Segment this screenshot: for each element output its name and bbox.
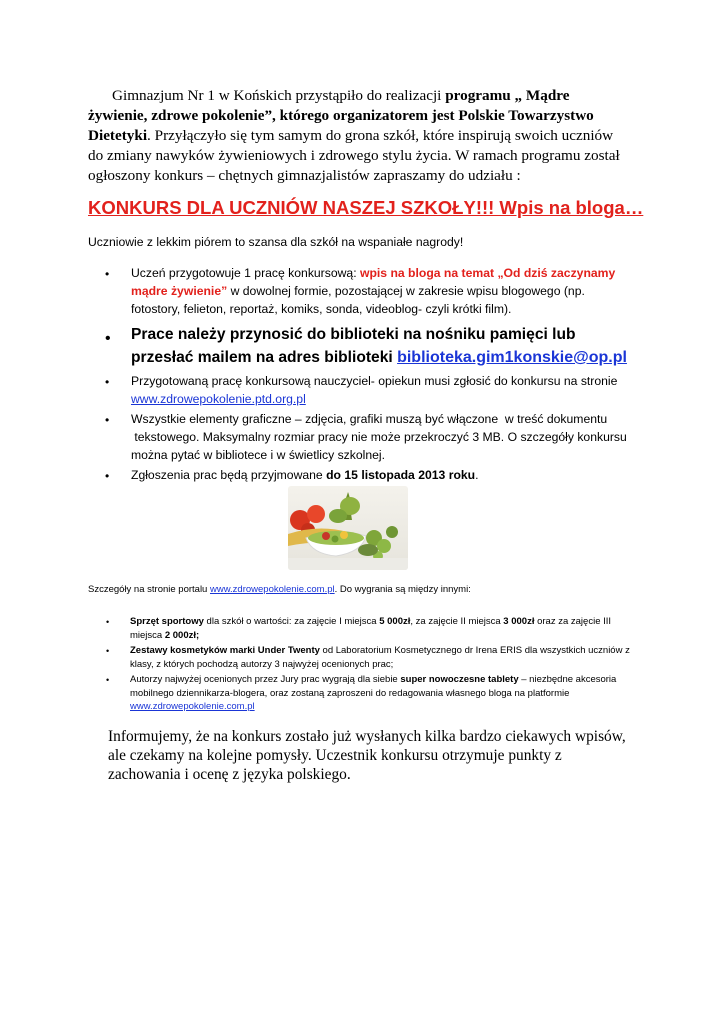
- intro-text-1: Gimnazjum Nr 1 w Końskich przystąpiło do realizacji: [112, 87, 446, 104]
- prize-1-text-2: , za zajęcie II miejsca: [410, 616, 504, 627]
- details-text-end: . Do wygrania są między innymi:: [334, 584, 471, 595]
- prize-3-text-2: – niezbędne akcesoria mobilnego dziennikarza-blogera, oraz zostaną zaproszeni do redagowania własnego bloga na platformie: [130, 674, 617, 699]
- bullet-1-text-end: w dowolnej formie, pozostającej w zakresie wpisu blogowego (np. fotostory, felieton, reportaż, komiks, sonda, videoblog- czyli krótki film).: [131, 284, 585, 316]
- bullet-4-line-1: Wszystkie elementy graficzne – zdjęcia, grafiki muszą być włączone w treść dokumentu: [131, 412, 608, 426]
- portal-link[interactable]: www.zdrowepokolenie.com.pl: [209, 584, 335, 595]
- prize-3: [130, 673, 630, 714]
- prize-2-title: Zestawy kosmetyków marki Under Twenty: [130, 645, 320, 656]
- healthy-food-photo: [288, 486, 408, 570]
- details-text: Szczegóły na stronie portalu: [88, 584, 210, 595]
- bullet-4-line-2: tekstowego. Maksymalny rozmiar pracy nie może przekroczyć 3 MB. O szczegóły konkursu: [131, 430, 627, 444]
- contest-headline: KONKURS DLA UCZNIÓW NASZEJ SZKOŁY!!! Wpis na bloga…: [88, 197, 644, 218]
- prize-3-title: super nowoczesne tablety: [400, 674, 519, 685]
- bullet-5-text-end: .: [475, 468, 479, 482]
- ptd-website-link[interactable]: www.zdrowepokolenie.ptd.org.pl: [131, 392, 306, 406]
- intro-text-2: . Przyłączyło się tym samym do grona szkół, które inspirują swoich uczniów do zmiany nawyków żywieniowych i zdrowego stylu życia. W ramach programu został ogłoszony konkurs – chętnych gimnazjalistów zapraszamy do udziału :: [88, 127, 620, 184]
- bullet-1-marker: •: [105, 267, 110, 281]
- contest-subline: Uczniowie z lekkim piórem to szansa dla szkół na wspaniałe nagrody!: [88, 235, 464, 249]
- library-email-link[interactable]: biblioteka.gim1konskie@op.pl: [397, 349, 627, 366]
- deadline-date: do 15 listopada 2013 roku: [326, 468, 476, 482]
- closing-paragraph: Informujemy, że na konkurs zostało już wysłanych kilka bardzo ciekawych wpisów, ale czekamy na kolejne pomysły. Uczestnik konkursu otrzymuje punkty z zachowania i ocenę z języka polskiego.: [108, 728, 626, 783]
- prize-1-marker: •: [106, 617, 110, 627]
- bullet-1: [131, 264, 636, 318]
- prize-1-amount-2: 3 000zł: [503, 616, 535, 627]
- blog-platform-link[interactable]: www.zdrowepokolenie.com.pl: [130, 701, 255, 712]
- intro-paragraph: [88, 86, 628, 186]
- prize-1-text-1: dla szkół o wartości: za zajęcie I miejsca: [203, 616, 380, 627]
- bullet-5-text: Zgłoszenia prac będą przyjmowane: [131, 468, 327, 482]
- bullet-4-line-3: można pytać w bibliotece i w świetlicy szkolnej.: [131, 448, 386, 462]
- bullet-1-text: Uczeń przygotowuje 1 pracę konkursową:: [131, 266, 360, 280]
- bullet-3-marker: •: [105, 375, 110, 389]
- bullet-3: [131, 372, 636, 408]
- bullet-2: [131, 323, 636, 369]
- prize-2-marker: •: [106, 646, 110, 656]
- prize-3-text-1: Autorzy najwyżej ocenionych przez Jury prac wygrają dla siebie: [130, 674, 401, 685]
- bullet-4: [131, 410, 636, 464]
- prize-3-marker: •: [106, 675, 110, 685]
- prize-1-amount-3: 2 000zł;: [164, 629, 200, 641]
- intro-program-name: programu „ Mądre żywienie, zdrowe pokolenie”, którego organizatorem jest Polskie Towarzystwo Dietetyki: [88, 87, 594, 144]
- bullet-2-marker: •: [105, 330, 111, 347]
- bullet-4-marker: •: [105, 413, 110, 427]
- prize-1-amount-1: 5 000zł: [379, 616, 411, 627]
- prize-2-text: od Laboratorium Kosmetycznego dr Irena ERIS dla wszystkich uczniów z klasy, z których pochodzą autorzy 3 najwyżej ocenionych prac;: [130, 645, 630, 670]
- bullet-2-text: Prace należy przynosić do biblioteki na nośniku pamięci lub przesłać mailem na adres biblioteki: [131, 326, 576, 366]
- bullet-5: [131, 466, 636, 484]
- bullet-5-marker: •: [105, 469, 110, 483]
- prize-1-text-3: oraz za zajęcie III miejsca: [130, 616, 612, 641]
- bullet-1-topic: wpis na bloga na temat „Od dziś zaczynamy mądre żywienie”: [131, 266, 616, 298]
- bullet-3-text: Przygotowaną pracę konkursową nauczyciel- opiekun musi zgłosić do konkursu na stronie: [131, 374, 618, 388]
- healthy-food-illustration: [288, 486, 408, 570]
- details-line: [88, 584, 471, 595]
- prize-1: [130, 615, 630, 642]
- prize-2: [130, 644, 630, 671]
- prize-1-title: Sprzęt sportowy: [130, 616, 204, 627]
